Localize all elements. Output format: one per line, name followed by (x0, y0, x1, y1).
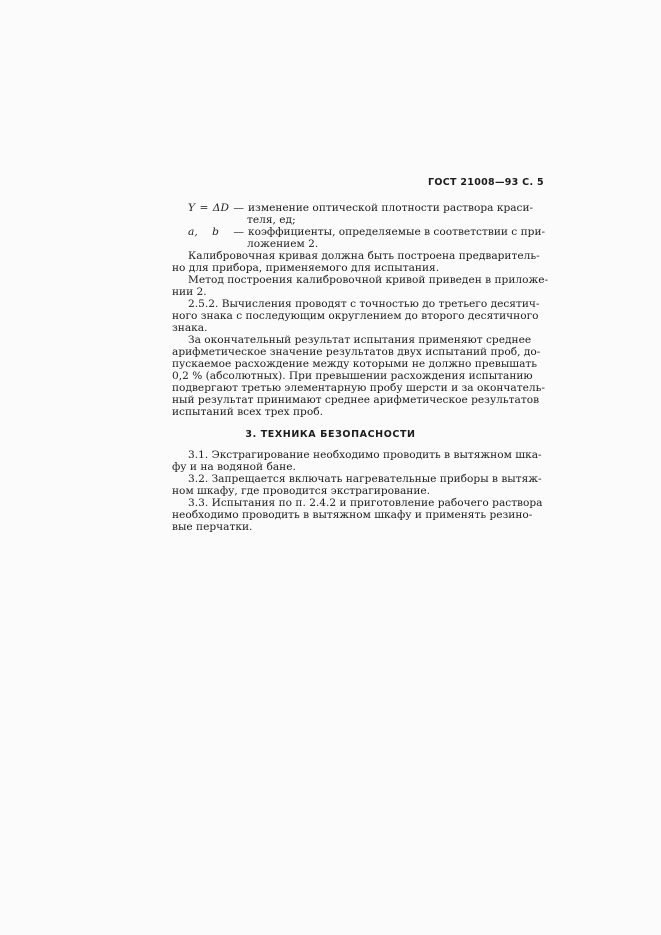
text-line: 3.3. Испытания по п. 2.4.2 и приготовление рабочего раствора (188, 497, 543, 509)
definition-ab (188, 226, 546, 238)
text-line: Метод построения калибровочной кривой приведен в приложе- (188, 274, 549, 286)
definition-term: a, b — (188, 226, 244, 238)
text-line: 2.5.2. Вычисления проводят с точностью до третьего десятич- (188, 298, 540, 310)
text-line: 3.2. Запрещается включать нагревательные приборы в вытяж- (188, 473, 542, 485)
text-line: вые перчатки. (172, 521, 253, 533)
text-line: фу и на водяной бане. (172, 461, 296, 473)
definition-term: Y = ΔD — (188, 202, 244, 214)
text-line: За окончательный результат испытания применяют среднее (188, 334, 532, 346)
text-line: ложением 2. (247, 238, 319, 250)
definition-text: коэффициенты, определяемые в соответствии с при- (248, 226, 546, 238)
definition-text: изменение оптической плотности раствора краси- (248, 202, 534, 214)
text-line: 0,2 % (абсолютных). При превышении расхождения испытанию (172, 370, 533, 382)
text-line: испытаний всех трех проб. (172, 406, 323, 418)
text-line: необходимо проводить в вытяжном шкафу и применять резино- (172, 509, 533, 521)
text-line: но для прибора, применяемого для испытания. (172, 262, 440, 274)
text-line: Калибровочная кривая должна быть построена предваритель- (188, 250, 540, 262)
text-line: подвергают третью элементарную пробу шерсти и за окончатель- (172, 382, 545, 394)
text-line: нии 2. (172, 286, 207, 298)
text-line: ного знака с последующим округлением до второго десятичного (172, 310, 539, 322)
page-header: ГОСТ 21008—93 С. 5 (428, 177, 544, 188)
definition-y (188, 202, 534, 214)
text-line: теля, ед; (247, 214, 296, 226)
section-heading: 3. ТЕХНИКА БЕЗОПАСНОСТИ (245, 429, 416, 440)
text-line: 3.1. Экстрагирование необходимо проводить в вытяжном шка- (188, 449, 542, 461)
text-line: пускаемое расхождение между которыми не должно превышать (172, 358, 538, 370)
text-line: арифметическое значение результатов двух испытаний проб, до- (172, 346, 541, 358)
text-line: ном шкафу, где проводится экстрагирование. (172, 485, 431, 497)
text-line: ный результат принимают среднее арифметическое результатов (172, 394, 540, 406)
text-line: знака. (172, 322, 208, 334)
